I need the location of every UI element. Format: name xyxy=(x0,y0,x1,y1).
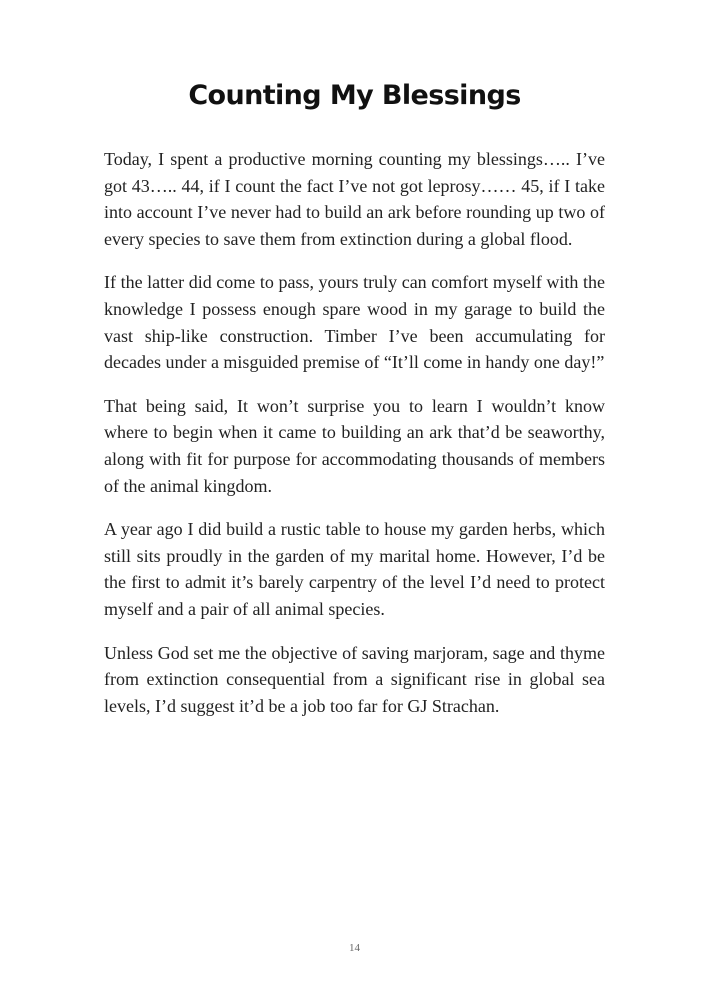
paragraph: If the latter did come to pass, yours truly can comfort myself with the knowledge I possess enough spare wood in my garage to build the vast ship-like construction. Timber I’ve been accumulating for decades under a misguided premise of “It’ll come in handy one day!” xyxy=(104,272,605,373)
paragraph: Today, I spent a productive morning counting my blessings….. I’ve got 43….. 44, if I count the fact I’ve not got leprosy…… 45, if I take into account I’ve never had to build an ark before rounding up two of every species to save them from extinction during a global flood. xyxy=(104,149,605,249)
page-number: 14 xyxy=(349,942,360,954)
body-text xyxy=(104,146,605,736)
page-title: Counting My Blessings xyxy=(188,80,521,111)
paragraph: A year ago I did build a rustic table to house my garden herbs, which still sits proudly in the garden of my marital home. However, I’d be the first to admit it’s barely carpentry of the level I’d need to protect myself and a pair of all animal species. xyxy=(104,519,605,619)
paragraph: Unless God set me the objective of saving marjoram, sage and thyme from extinction consequential from a significant rise in global sea levels, I’d suggest it’d be a job too far for GJ Strachan. xyxy=(104,642,605,716)
paragraph: That being said, It won’t surprise you to learn I wouldn’t know where to begin when it came to building an ark that’d be seaworthy, along with fit for purpose for accommodating thousands of members of the animal kingdom. xyxy=(104,395,605,496)
